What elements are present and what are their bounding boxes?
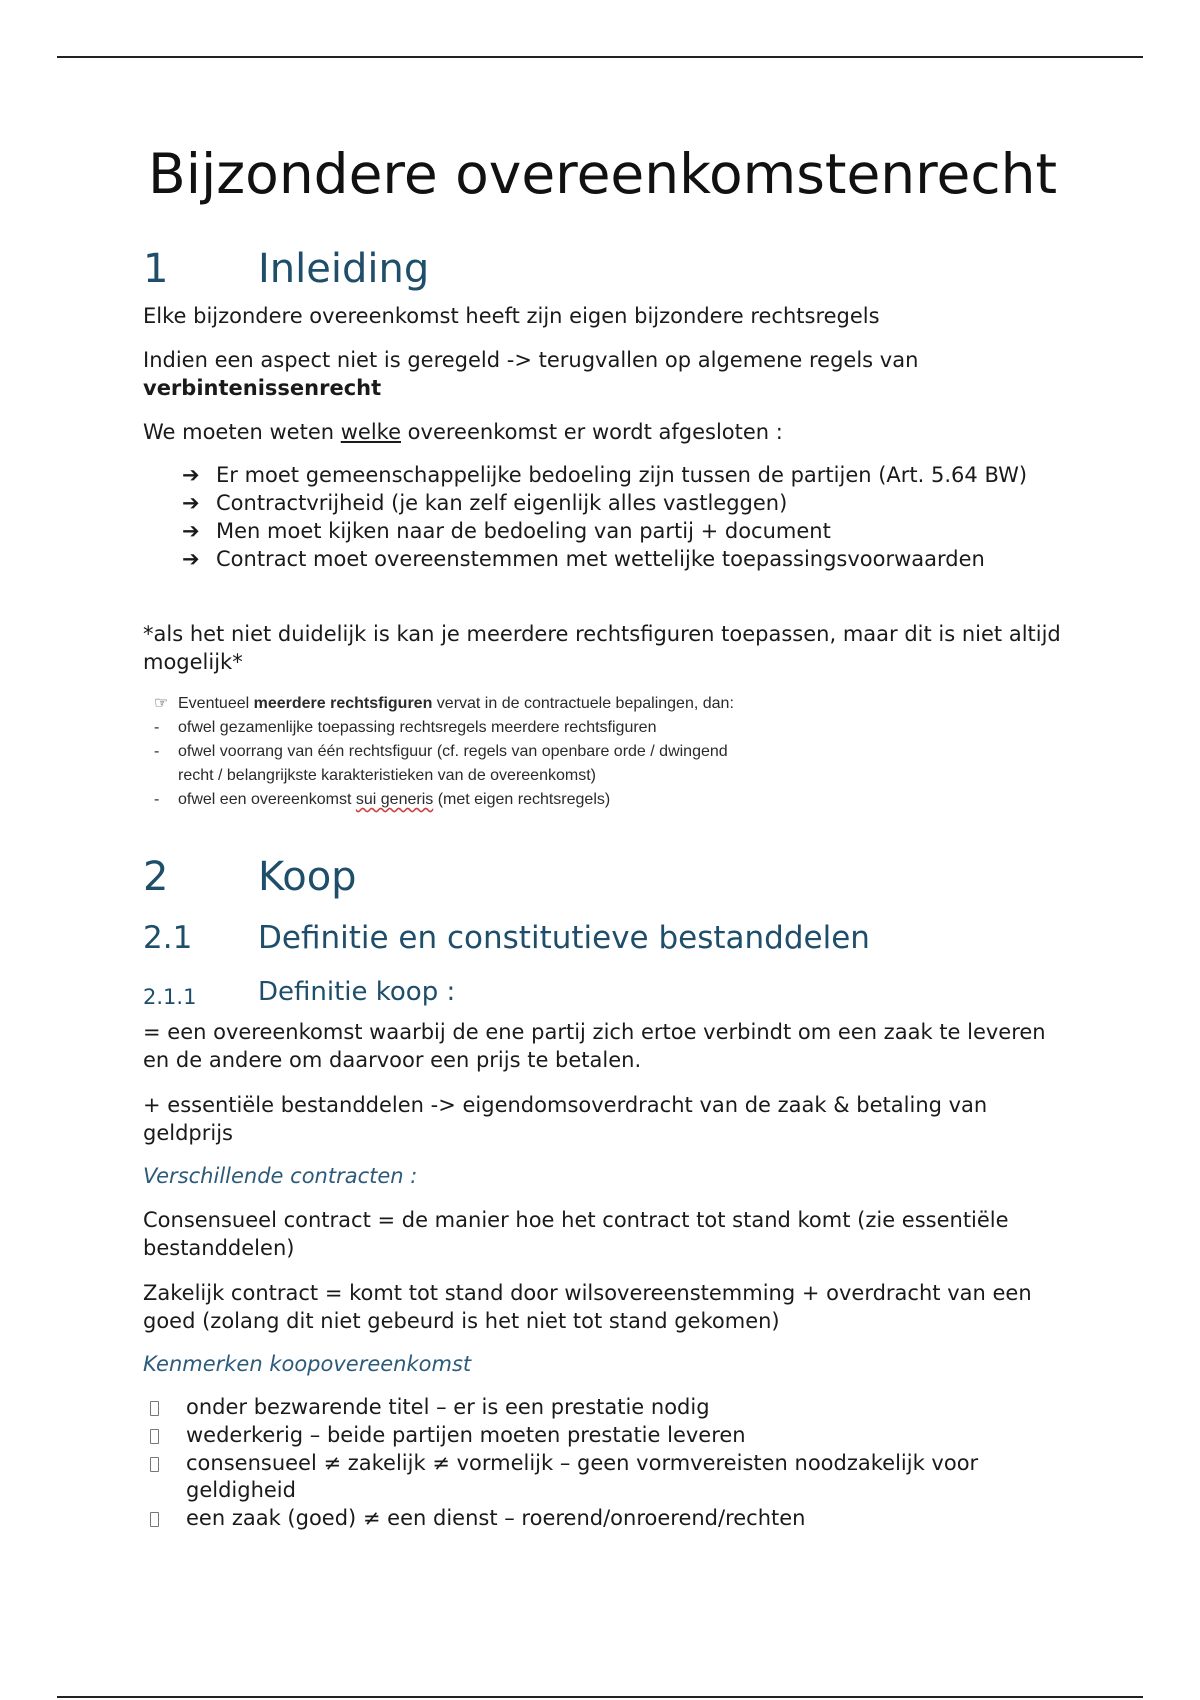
inset-item-text: ofwel gezamenlijke toepassing rechtsregels meerdere rechtsfiguren (178, 719, 657, 736)
heading-number: 1 (143, 246, 169, 292)
heading-text: Koop (258, 854, 357, 900)
heading-2-1-1 (143, 975, 743, 1009)
arrow-right-icon: ➔ (182, 491, 200, 515)
heading-text: Definitie en constitutieve bestanddelen (258, 920, 870, 956)
heading-number: 2 (143, 854, 169, 900)
inset-lead (154, 692, 854, 716)
text-segment: ofwel een overeenkomst (178, 791, 356, 808)
text-segment: Eventueel (178, 695, 254, 712)
paragraph-definition: = een overeenkomst waarbij de ene partij zich ertoe verbindt om een zaak te leveren en de andere om daarvoor een prijs te betalen. (143, 1020, 1046, 1072)
paragraph-intro: Elke bijzondere overeenkomst heeft zijn eigen bijzondere rechtsregels (143, 304, 880, 328)
page-bottom-rule (57, 1696, 1143, 1698)
paragraph-note: *als het niet duidelijk is kan je meerdere rechtsfiguren toepassen, maar dit is niet altijd mogelijk* (143, 622, 1061, 674)
paragraph-fallback-bold: verbintenissenrecht (143, 376, 382, 400)
heading-text: Inleiding (258, 246, 430, 292)
dash-bullet: - (154, 743, 160, 760)
heading-koop (143, 852, 743, 902)
inset-item (154, 740, 854, 764)
underlined-word: welke (340, 420, 401, 444)
subheading-features: Kenmerken koopovereenkomst (143, 1352, 472, 1376)
list-item-text: onder bezwarende titel – er is een prestatie nodig (186, 1395, 710, 1419)
missing-glyph-box-icon (150, 1512, 159, 1527)
inset-item (154, 716, 854, 740)
heading-inleiding (143, 244, 743, 294)
pointing-hand-icon: ☞ (154, 695, 169, 712)
heading-number: 2.1 (143, 920, 193, 956)
list-item-text: wederkerig – beide partijen moeten prestatie leveren (186, 1423, 746, 1447)
paragraph-essential: + essentiële bestanddelen -> eigendomsoverdracht van de zaak & betaling van geldprijs (143, 1093, 988, 1145)
features-list (148, 1394, 1078, 1533)
list-item (148, 1394, 1078, 1421)
list-item (148, 1422, 1078, 1449)
list-item (182, 518, 1082, 545)
missing-glyph-box-icon (150, 1429, 159, 1444)
missing-glyph-box-icon (150, 1401, 159, 1416)
subheading-contracts: Verschillende contracten : (143, 1164, 418, 1188)
paragraph-fallback (143, 346, 1073, 402)
list-item (182, 490, 1082, 517)
inset-item-text: ofwel voorrang van één rechtsfiguur (cf. regels van openbare orde / dwingend (178, 743, 728, 760)
arrow-bullet-list (182, 462, 1082, 574)
list-item-text: Contractvrijheid (je kan zelf eigenlijk alles vastleggen) (216, 491, 788, 515)
page-top-rule (57, 56, 1143, 58)
list-item (148, 1450, 1078, 1504)
arrow-right-icon: ➔ (182, 547, 200, 571)
paragraph-which-contract (143, 418, 1073, 446)
list-item-text: een zaak (goed) ≠ een dienst – roerend/onroerend/rechten (186, 1506, 806, 1530)
text-segment: overeenkomst er wordt afgesloten : (401, 420, 783, 444)
list-item-text: Men moet kijken naar de bedoeling van partij + document (216, 519, 831, 543)
document-title: Bijzondere overeenkomstenrecht (148, 142, 1058, 206)
heading-number: 2.1.1 (143, 985, 197, 1009)
heading-text: Definitie koop : (258, 977, 456, 1007)
spellcheck-marked-text: sui generis (355, 791, 434, 808)
inset-item-continuation: recht / belangrijkste karakteristieken van de overeenkomst) (178, 767, 596, 784)
list-item (182, 546, 1082, 573)
paragraph-fallback-text: Indien een aspect niet is geregeld -> terugvallen op algemene regels van (143, 348, 919, 372)
paragraph-real-contract: Zakelijk contract = komt tot stand door wilsovereenstemming + overdracht van een goed (zolang dit niet gebeurd is het niet tot stand gekomen) (143, 1281, 1032, 1333)
list-item (182, 462, 1082, 489)
text-segment: (met eigen rechtsregels) (433, 791, 611, 808)
dash-bullet: - (154, 719, 160, 736)
heading-2-1 (143, 918, 1043, 958)
list-item (148, 1505, 1078, 1532)
arrow-right-icon: ➔ (182, 463, 200, 487)
bold-segment: meerdere rechtsfiguren (253, 695, 433, 712)
text-segment: vervat in de contractuele bepalingen, dan: (432, 695, 734, 712)
inset-excerpt (154, 692, 854, 812)
list-item-text: Er moet gemeenschappelijke bedoeling zijn tussen de partijen (Art. 5.64 BW) (216, 463, 1028, 487)
text-segment: We moeten weten (143, 420, 341, 444)
arrow-right-icon: ➔ (182, 519, 200, 543)
paragraph-consensual: Consensueel contract = de manier hoe het contract tot stand komt (zie essentiële bestanddelen) (143, 1208, 1009, 1260)
missing-glyph-box-icon (150, 1457, 159, 1472)
list-item-text: consensueel ≠ zakelijk ≠ vormelijk – geen vormvereisten noodzakelijk voor geldigheid (186, 1451, 979, 1502)
list-item-text: Contract moet overeenstemmen met wettelijke toepassingsvoorwaarden (216, 547, 985, 571)
inset-item (154, 788, 854, 812)
dash-bullet: - (154, 791, 160, 808)
